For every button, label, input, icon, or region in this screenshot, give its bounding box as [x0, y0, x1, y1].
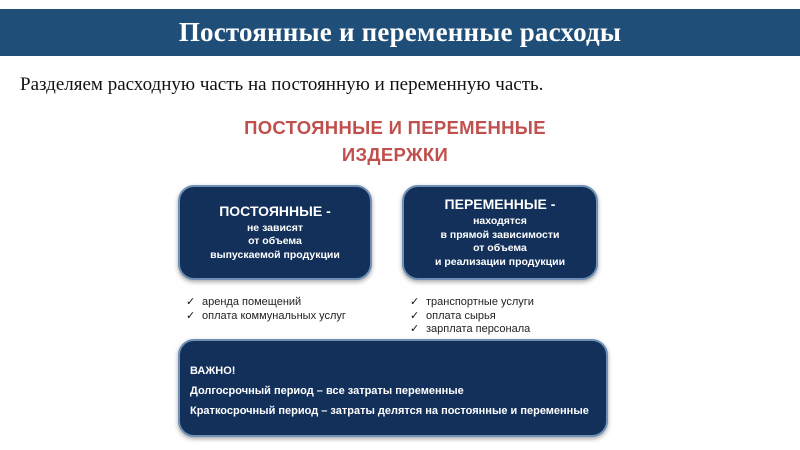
important-label: ВАЖНО! — [190, 365, 236, 377]
list-item — [186, 296, 366, 310]
checkmark-icon: ✓ — [186, 309, 196, 322]
list-item — [410, 323, 600, 337]
heading-line-1: ПОСТОЯННЫЕ И ПЕРЕМЕННЫЕ — [244, 117, 546, 138]
slide-title: Постоянные и переменные расходы — [178, 17, 622, 47]
fixed-costs-line: от объема — [248, 235, 302, 248]
list-item — [186, 310, 366, 324]
fixed-costs-card — [178, 185, 372, 280]
title-bar — [0, 9, 800, 56]
variable-costs-title: ПЕРЕМЕННЫЕ - — [444, 196, 556, 212]
checkmark-icon: ✓ — [186, 296, 196, 308]
subtitle-text: Разделяем расходную часть на постоянную и переменную часть. — [20, 74, 544, 95]
variable-costs-line: и реализации продукции — [434, 255, 566, 268]
list-item — [410, 310, 600, 324]
list-item — [410, 296, 600, 310]
variable-costs-examples — [410, 296, 600, 337]
long-term-note: Долгосрочный период – все затраты переменные — [190, 385, 464, 397]
checkmark-icon: ✓ — [410, 323, 420, 335]
heading-line-2: ИЗДЕРЖКИ — [341, 144, 449, 165]
checkmark-icon: ✓ — [410, 296, 420, 308]
variable-costs-line: в прямой зависимости — [440, 228, 560, 241]
important-note-box — [178, 339, 608, 437]
fixed-costs-line: не зависят — [246, 221, 304, 234]
fixed-costs-examples — [186, 296, 366, 323]
variable-costs-line: находятся — [473, 215, 527, 227]
fixed-costs-line: выпускаемой продукции — [210, 248, 340, 261]
short-term-note: Краткосрочный период – затраты делятся на постоянные и переменные — [190, 405, 589, 417]
list-item-text: транспортные услуги — [426, 296, 534, 308]
list-item-text: аренда помещений — [202, 296, 302, 308]
list-item-text: зарплата персонала — [426, 323, 531, 335]
checkmark-icon: ✓ — [410, 309, 420, 322]
diagram-heading — [210, 114, 580, 168]
variable-costs-card — [402, 185, 598, 280]
variable-costs-line: от объема — [473, 242, 527, 254]
fixed-costs-title: ПОСТОЯННЫЕ - — [219, 202, 331, 219]
list-item-text: оплата сырья — [426, 309, 496, 322]
list-item-text: оплата коммунальных услуг — [202, 309, 346, 322]
